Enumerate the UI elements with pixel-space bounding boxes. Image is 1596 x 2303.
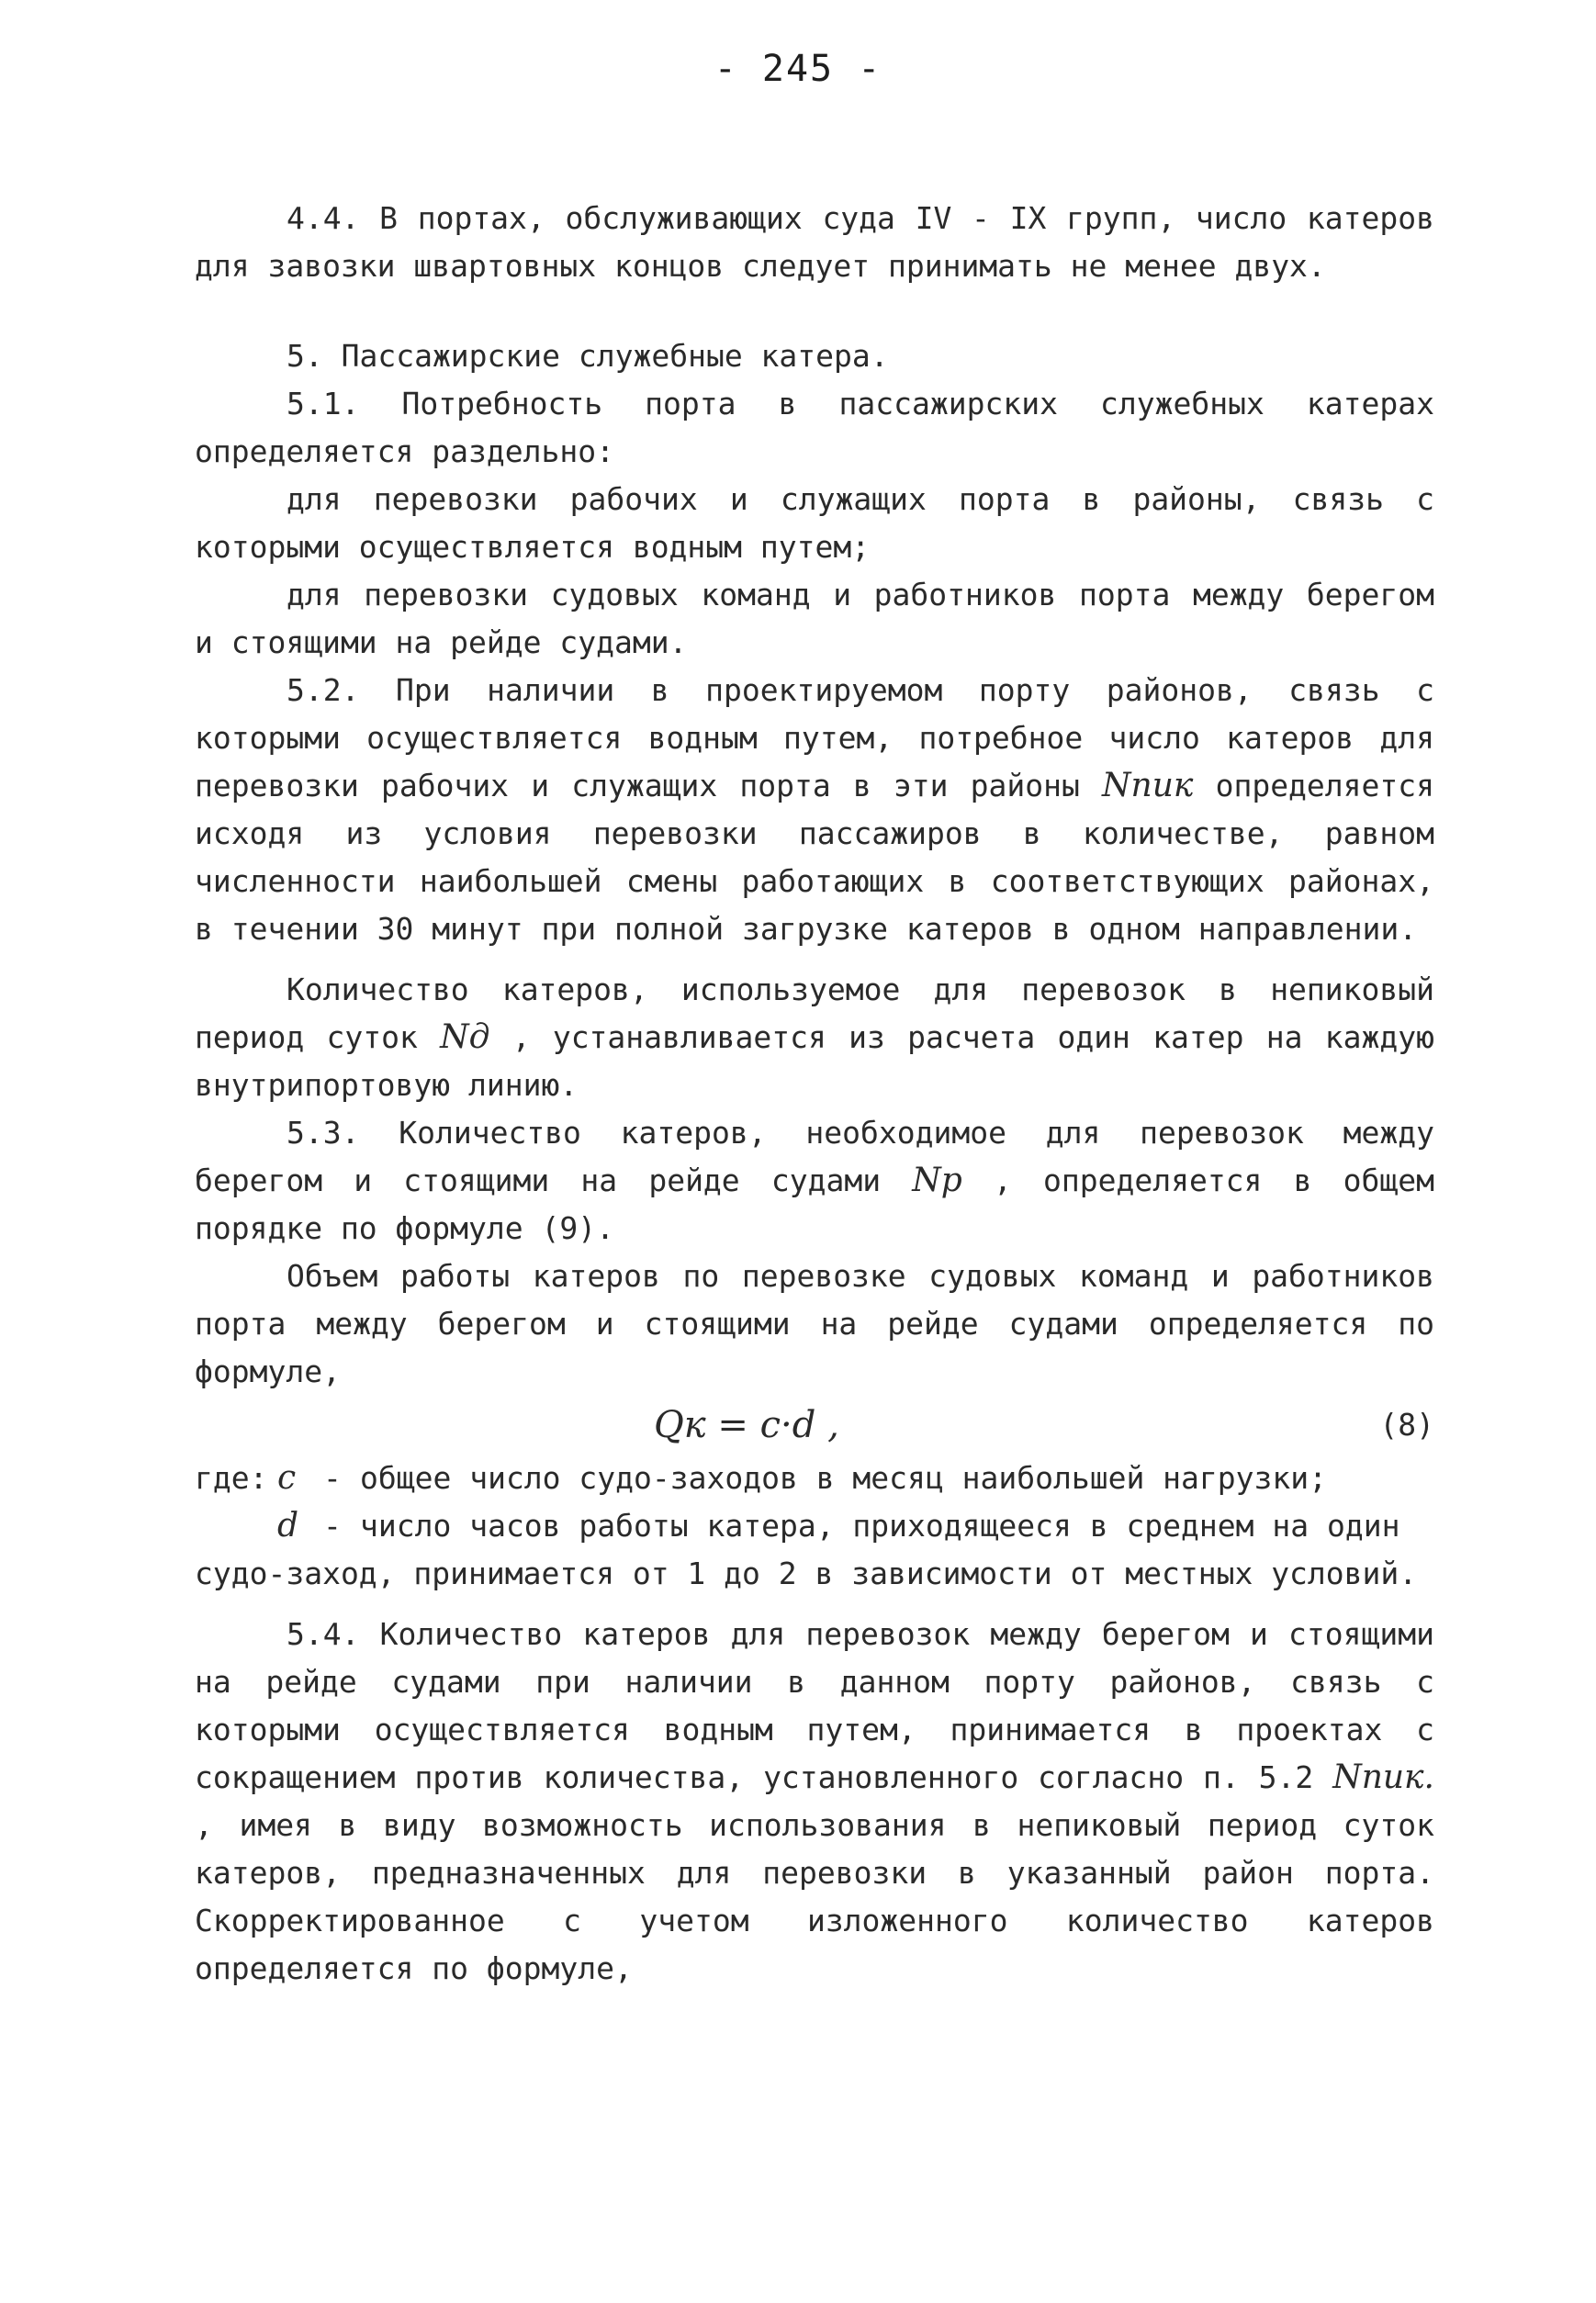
definition-d: [195, 1502, 1434, 1598]
paragraph-5-1-item-2: для перевозки судовых команд и работников порта между берегом и стоящими на рейде судами.: [195, 577, 1434, 660]
definition-lead: где:: [195, 1460, 268, 1496]
definition-text-c: общее число судо-заходов в месяц наибольшей нагрузки;: [360, 1460, 1327, 1496]
paragraph-5-1: 5.1. Потребность порта в пассажирских служебных катерах определяется раздельно:: [195, 386, 1434, 469]
formula-number: (8): [1379, 1407, 1434, 1443]
formula-qk: Qк = c·d ,: [654, 1404, 839, 1446]
symbol-n-peak: Nпик: [1102, 767, 1194, 804]
symbol-n-r: Nр: [912, 1162, 962, 1199]
paragraph-5-2: [195, 667, 1434, 953]
symbol-n-d: Nд: [440, 1018, 490, 1056]
formula-row: [195, 1398, 1434, 1455]
document-body: [195, 195, 1434, 1993]
definition-symbol-d: d: [277, 1507, 299, 1545]
section-heading-5: 5. Пассажирские служебные катера.: [287, 338, 889, 374]
paragraph-5-2-text-b: определяется исходя из условия перевозки пассажиров в количестве, равном численности наибольшей смены работающих в соответствующих районах, в течении 30 минут при полной загрузке катеров в одном направлении.: [195, 768, 1435, 947]
paragraph-5-1-item-1: для перевозки рабочих и служащих порта в районы, связь с которыми осуществляется водным путем;: [195, 481, 1434, 565]
paragraph-work-volume: Объем работы катеров по перевозке судовых команд и работников порта между берегом и стоящими на рейде судами определяется по формуле,: [195, 1258, 1434, 1389]
symbol-n-peak-2: Nпик.: [1332, 1758, 1434, 1796]
paragraph-5-3-text-a: 5.3. Количество катеров, необходимое для перевозок между берегом и стоящими на рейде судами: [195, 1115, 1434, 1198]
paragraph-off-peak: [195, 966, 1434, 1109]
paragraph-5-4-text-a: 5.4. Количество катеров для перевозок между берегом и стоящими на рейде судами при наличии в данном порту районов, связь с которыми осуществляется водным путем, принимается в проектах с сокращением против количества, установленного согласно п. 5.2: [195, 1616, 1434, 1795]
definition-dash: -: [323, 1460, 342, 1496]
definition-dash: -: [323, 1508, 342, 1544]
paragraph-off-peak-text-a: Количество катеров, используемое для перевозок в непиковый период суток: [195, 972, 1434, 1055]
definition-text-d: число часов работы катера, приходящееся в среднем на один судо-заход, принимается от 1 до 2 в зависимости от местных условий.: [195, 1508, 1418, 1591]
definition-c: [195, 1455, 1434, 1502]
paragraph-5-4: [195, 1611, 1434, 1993]
paragraph-5-2-text-a: 5.2. При наличии в проектируемом порту районов, связь с которыми осуществляется водным путем, потребное число катеров для перевозки рабочих и служащих порта в эти районы: [195, 672, 1434, 803]
paragraph-4-4: 4.4. В портах, обслуживающих суда IV - IX групп, число катеров для завозки швартовных концов следует принимать не менее двух.: [195, 200, 1434, 284]
definition-symbol-c: c: [277, 1459, 297, 1497]
paragraph-5-3: [195, 1109, 1434, 1253]
paragraph-5-3-text-b: , определяется в общем порядке по формуле (9).: [195, 1163, 1434, 1246]
page-number: - 245 -: [714, 48, 882, 90]
paragraph-off-peak-text-b: , устанавливается из расчета один катер на каждую внутрипортовую линию.: [195, 1019, 1435, 1103]
paragraph-5-4-text-b: , имея в виду возможность использования в непиковый период суток катеров, предназначенных для перевозки в указанный район порта. Скорректированное с учетом изложенного количество катеров определяется по формуле,: [195, 1807, 1434, 1986]
